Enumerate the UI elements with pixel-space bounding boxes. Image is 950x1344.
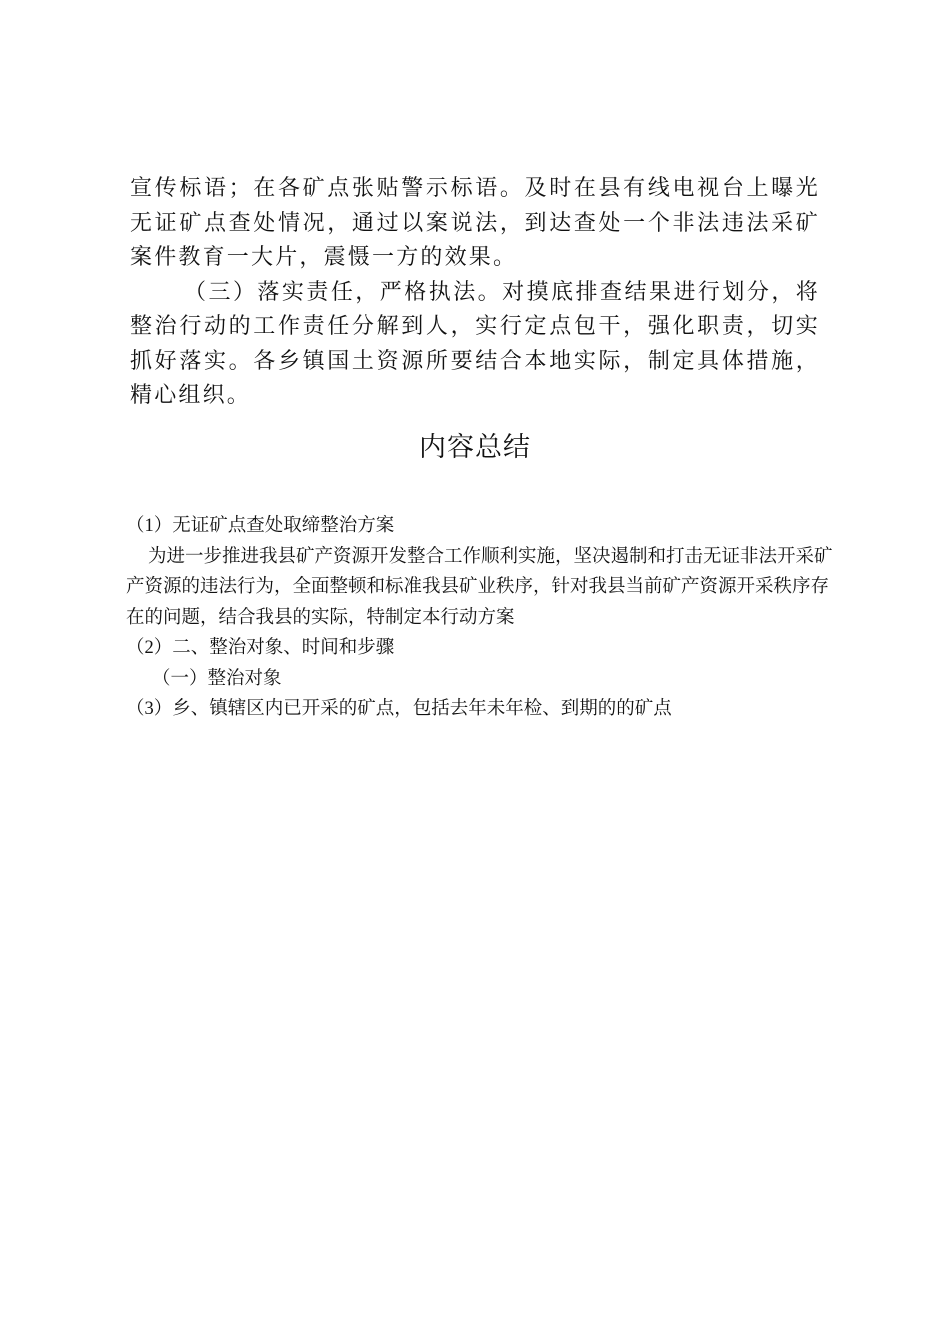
body-text (130, 172, 820, 414)
summary-title: 内容总结 (419, 432, 531, 463)
summary-item-1-body: 为进一步推进我县矿产资源开发整合工作顺利实施，坚决遏制和打击无证非法开采矿产资源的违法行为，全面整顿和标准我县矿业秩序，针对我县当前矿产资源开采秩序存在的问题，结合我县的实际，特制定本行动方案 (126, 546, 833, 628)
summary-item-2-sub: （一）整治对象 (152, 668, 282, 689)
paragraph-publicity: 宣传标语；在各矿点张贴警示标语。及时在县有线电视台上曝光无证矿点查处情况，通过以案说法，到达查处一个非法违法采矿案件教育一大片，震慑一方的效果。 (130, 176, 820, 270)
paragraph-responsibility: （三）落实责任，严格执法。对摸底排查结果进行划分，将整治行动的工作责任分解到人，实行定点包干，强化职责，切实抓好落实。各乡镇国土资源所要结合本地实际，制定具体措施，精心组织。 (130, 279, 820, 408)
summary-item-2: （2）二、整治对象、时间和步骤 (126, 638, 395, 658)
summary-item-3: （3）乡、镇辖区内已开采的矿点，包括去年未年检、到期的的矿点 (126, 699, 672, 719)
summary-item-1: （1）无证矿点查处取缔整治方案 (126, 516, 395, 536)
summary-section (126, 511, 846, 725)
